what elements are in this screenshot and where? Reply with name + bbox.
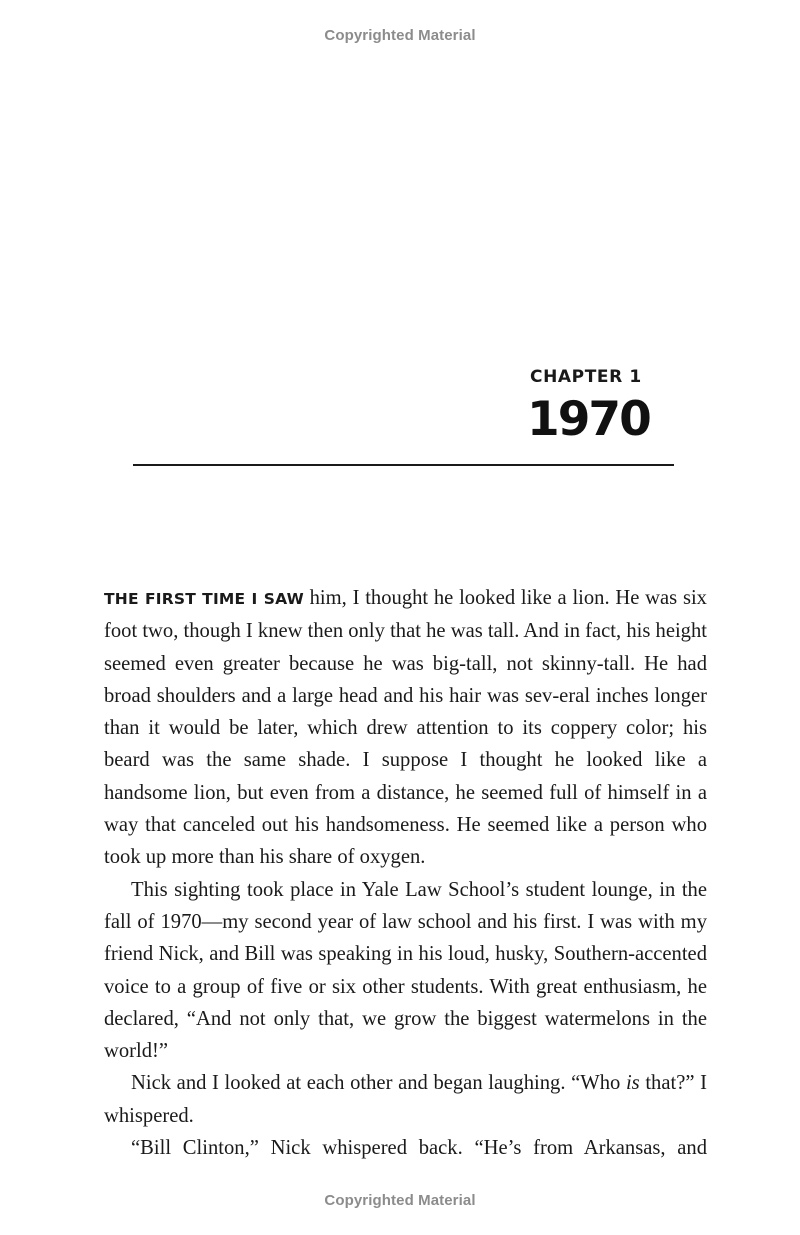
paragraph-4: “Bill Clinton,” Nick whispered back. “He’s from Arkansas, and: [131, 1137, 707, 1160]
paragraph-1-text: him, I thought he looked like a lion. He was six foot two, though I knew then only that he was tall. And in fact, his height seemed even greater because he was big-tall, not skinny-tall. He had broad shoulders and a large head and his hair was sev-eral inches longer than it would be later, which drew attention to its coppery color; his beard was the same shade. I suppose I thought he looked like a handsome lion, but even from a distance, he seemed full of himself in a way that canceled out his handsomeness. He seemed like a person who took up more than his share of oxygen.: [104, 587, 707, 869]
copyright-watermark-top: Copyrighted Material: [324, 27, 476, 44]
paragraph-1: [104, 582, 707, 874]
chapter-divider: [133, 464, 674, 466]
lead-in-small-caps: THE FIRST TIME I SAW: [104, 590, 304, 608]
chapter-title: 1970: [527, 392, 650, 447]
paragraph-3-text-b: that?” I whispered.: [104, 1072, 707, 1127]
chapter-label: CHAPTER 1: [530, 367, 642, 387]
paragraph-3-text-a: Nick and I looked at each other and began laughing. “Who: [131, 1072, 626, 1095]
copyright-watermark-bottom: Copyrighted Material: [324, 1192, 476, 1209]
chapter-body: [104, 582, 707, 1164]
paragraph-3: [104, 1067, 707, 1132]
paragraph-2: This sighting took place in Yale Law School’s student lounge, in the fall of 1970—my second year of law school and his first. I was with my friend Nick, and Bill was speaking in his loud, husky, Southern-accented voice to a group of five or six other students. With great enthusiasm, he declared, “And not only that, we grow the biggest watermelons in the world!”: [104, 878, 707, 1063]
paragraph-3-emphasis: is: [625, 1072, 640, 1095]
